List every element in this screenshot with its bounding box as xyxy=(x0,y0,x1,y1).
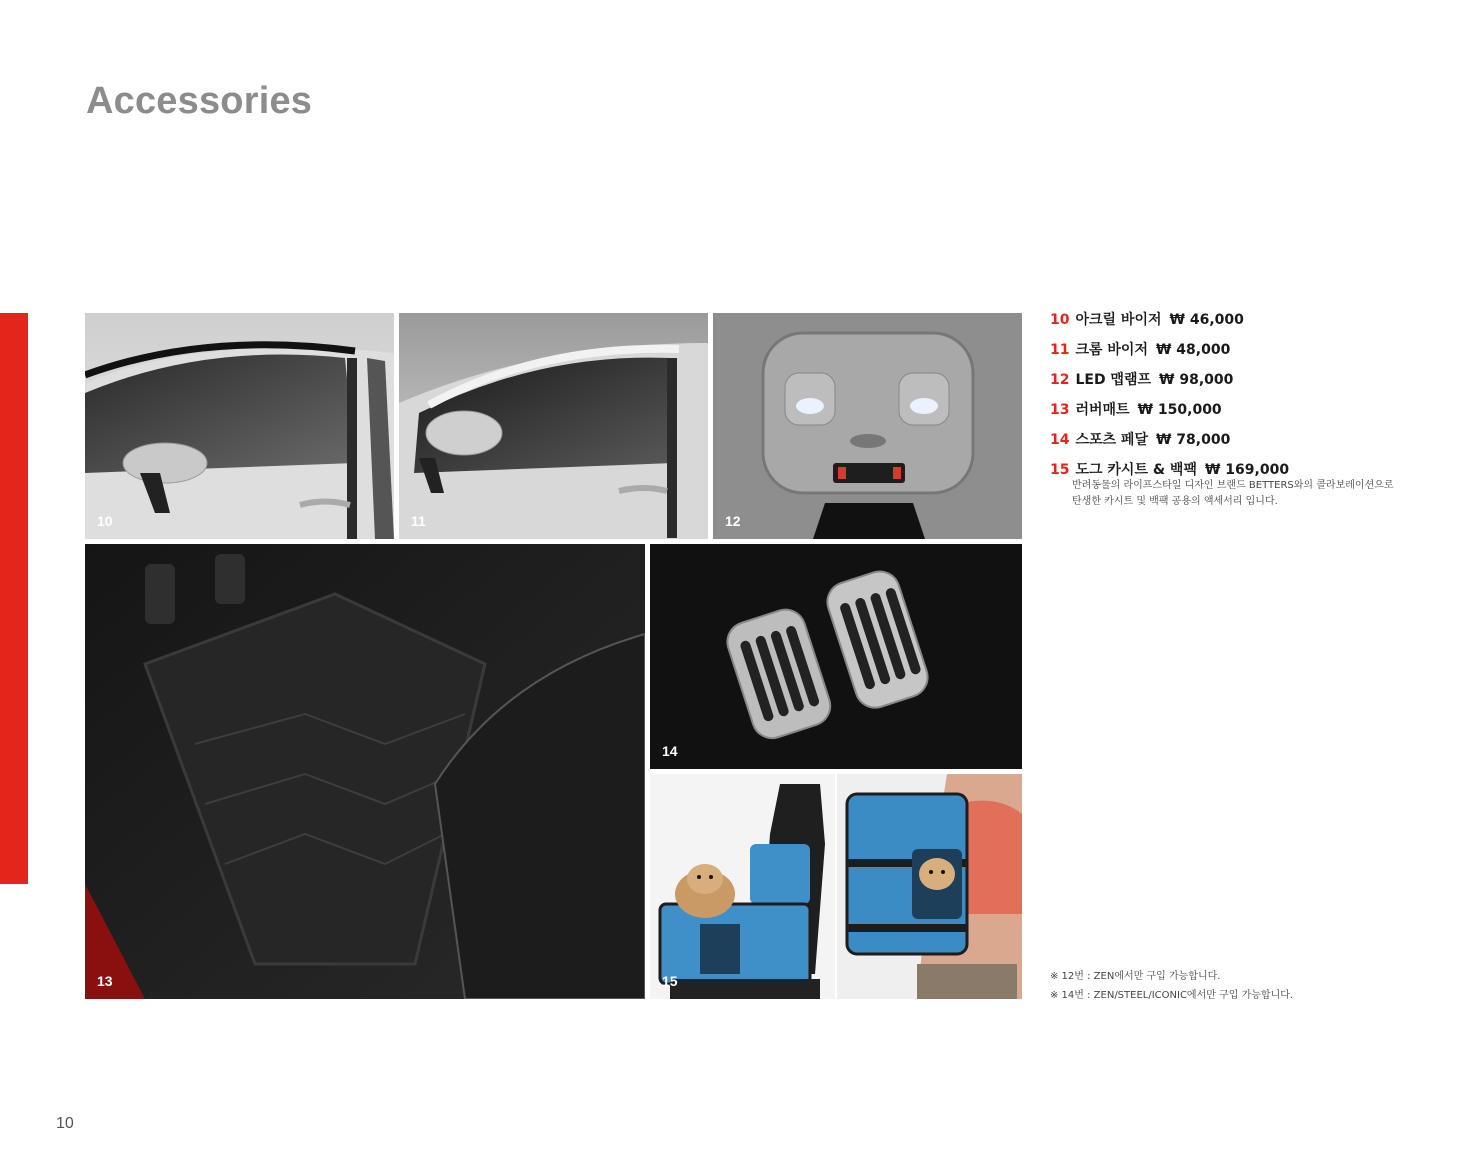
item-price: ₩ 169,000 xyxy=(1204,462,1290,478)
photo-dog-car-seat xyxy=(650,774,835,999)
photo-label: 12 xyxy=(725,513,741,529)
item-price: ₩ 98,000 xyxy=(1159,372,1234,388)
footnotes xyxy=(1050,967,1293,1005)
photo-label: 15 xyxy=(662,973,678,989)
photo-label: 14 xyxy=(662,743,678,759)
item-name: 아크릴 바이저 xyxy=(1075,312,1162,328)
accessory-item-11 xyxy=(1050,340,1450,370)
accessory-item-14 xyxy=(1050,430,1450,460)
photo-label: 13 xyxy=(97,973,113,989)
accessory-list xyxy=(1050,310,1450,510)
item-price: ₩ 46,000 xyxy=(1169,312,1244,328)
photo-sport-pedals xyxy=(650,544,1022,769)
photo-label: 10 xyxy=(97,513,113,529)
item-name: 러버매트 xyxy=(1075,402,1130,418)
photo-dog-backpack xyxy=(837,774,1022,999)
description-line: 탄생한 카시트 및 백팩 공용의 액세서리 입니다. xyxy=(1072,496,1278,507)
footnote: ※ 14번 : ZEN/STEEL/ICONIC에서만 구입 가능합니다. xyxy=(1050,990,1294,1001)
item-price: ₩ 48,000 xyxy=(1155,342,1231,358)
item-name: 도그 카시트 & 백팩 xyxy=(1075,462,1197,478)
item-15-description xyxy=(1072,478,1412,510)
item-price: ₩ 78,000 xyxy=(1155,432,1231,448)
accessory-item-13 xyxy=(1050,400,1450,430)
page-title: Accessories xyxy=(86,80,313,122)
item-price: ₩ 150,000 xyxy=(1137,402,1222,418)
item-number: 13 xyxy=(1050,402,1070,418)
photo-chrome-visor xyxy=(399,313,708,539)
photo-label: 11 xyxy=(411,513,426,529)
item-name: 스포츠 페달 xyxy=(1075,432,1148,448)
photo-led-map-lamp xyxy=(713,313,1022,539)
photo-acrylic-visor xyxy=(85,313,394,539)
description-line: 반려동물의 라이프스타일 디자인 브랜드 BETTERS와의 콜라보레이션으로 xyxy=(1072,480,1394,491)
item-name: 크롬 바이저 xyxy=(1075,342,1148,358)
item-number: 15 xyxy=(1050,462,1070,478)
item-number: 10 xyxy=(1050,312,1070,328)
footnote: ※ 12번 : ZEN에서만 구입 가능합니다. xyxy=(1050,971,1221,982)
accessory-item-10 xyxy=(1050,310,1450,340)
item-number: 14 xyxy=(1050,432,1070,448)
photo-rubber-mat xyxy=(85,544,645,999)
item-number: 11 xyxy=(1050,342,1070,358)
page-number: 10 xyxy=(56,1115,74,1132)
item-name: LED 맵램프 xyxy=(1075,372,1152,388)
accessory-item-12 xyxy=(1050,370,1450,400)
item-number: 12 xyxy=(1050,372,1070,388)
red-accent-bar xyxy=(0,313,28,884)
